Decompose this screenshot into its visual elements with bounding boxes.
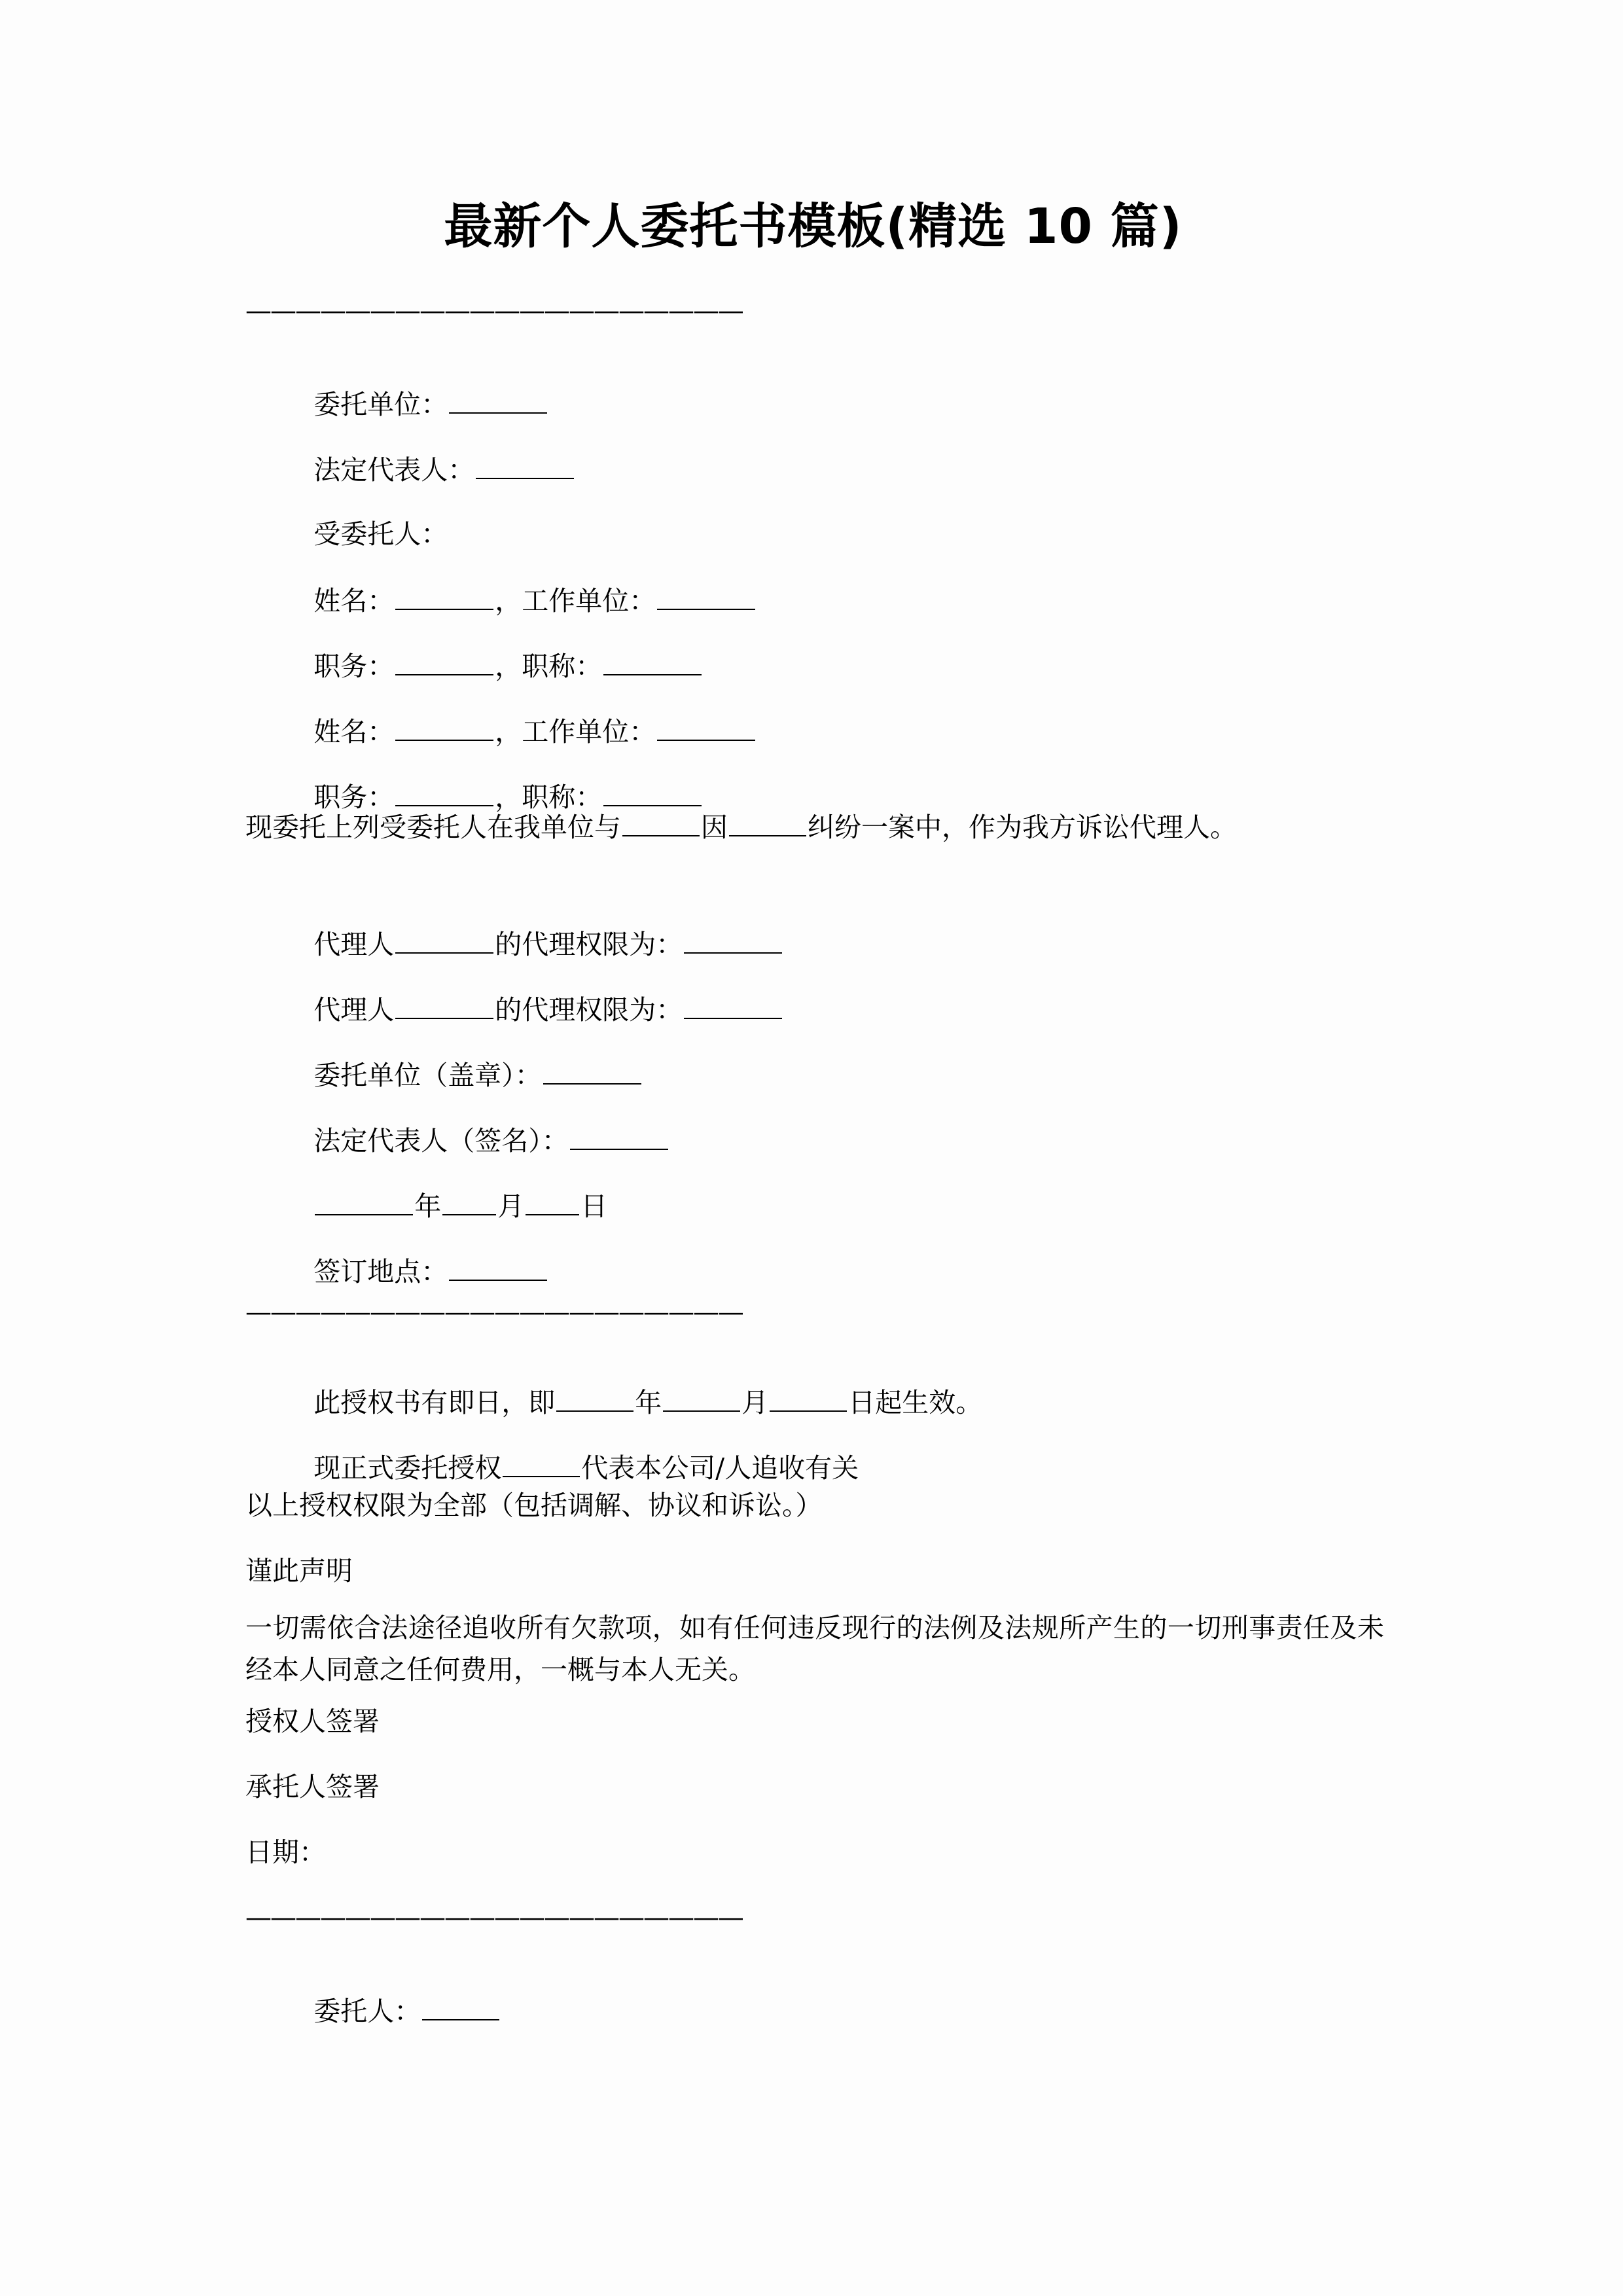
entrustment-blank-reason[interactable] bbox=[729, 813, 806, 836]
field-title-blank-2[interactable] bbox=[603, 783, 702, 806]
statement-date-label: 日期： bbox=[245, 1837, 326, 1868]
effective-month-blank[interactable] bbox=[663, 1388, 740, 1412]
entrustment-text-part-3: 纠纷一案中，作为我方诉讼代理人。 bbox=[808, 812, 1237, 843]
agent-authority-label-1b: 的代理权限为： bbox=[495, 929, 683, 960]
field-post-comma-2: ， bbox=[495, 781, 522, 813]
agent-authority-scope-blank-2[interactable] bbox=[684, 996, 782, 1019]
field-name-blank-1[interactable] bbox=[395, 586, 493, 610]
field-post-blank-2[interactable] bbox=[395, 783, 493, 806]
agent-authority-scope-blank-1[interactable] bbox=[684, 930, 782, 954]
field-signature-date-month-blank[interactable] bbox=[442, 1192, 496, 1215]
separator-rule-1: ———————————————————— bbox=[245, 298, 743, 324]
formal-authorization-blank[interactable] bbox=[503, 1454, 580, 1477]
field-post-blank-1[interactable] bbox=[395, 652, 493, 675]
effective-year-blank[interactable] bbox=[556, 1388, 633, 1412]
authorization-scope-line: 以上授权权限为全部（包括调解、协议和诉讼。） bbox=[245, 1490, 823, 1521]
field-name-blank-2[interactable] bbox=[395, 717, 493, 741]
declaration-heading: 谨此声明 bbox=[245, 1555, 353, 1587]
field-title-blank-1[interactable] bbox=[603, 652, 702, 675]
field-entruster bbox=[245, 1970, 501, 2052]
effective-date-text-1: 此授权书有即日，即 bbox=[313, 1387, 556, 1418]
agent-authority-name-blank-1[interactable] bbox=[395, 930, 493, 954]
field-signing-place-blank[interactable] bbox=[449, 1257, 547, 1281]
declaration-statement-paragraph: 一切需依合法途径追收所有欠款项，如有任何违反现行的法例及法规所产生的一切刑事责任及未经本人同意之任何费用，一概与本人无关。 bbox=[245, 1612, 1384, 1685]
effective-date-text-2: 日起生效。 bbox=[848, 1387, 983, 1418]
field-legal-rep-signature-label: 法定代表人（签名）： bbox=[313, 1125, 569, 1157]
entrustment-text-part-1: 现委托上列受委托人在我单位与 bbox=[245, 812, 621, 843]
field-signing-place-label: 签订地点： bbox=[313, 1256, 448, 1287]
field-signature-date-year-blank[interactable] bbox=[315, 1192, 413, 1215]
effective-year-label: 年 bbox=[635, 1387, 662, 1418]
field-signature-date-day-label: 日 bbox=[580, 1191, 608, 1222]
field-signature-date-month-label: 月 bbox=[497, 1191, 525, 1222]
separator-rule-3: ———————————————————— bbox=[245, 1905, 743, 1931]
field-legal-representative-blank[interactable] bbox=[476, 456, 574, 479]
field-post-comma-1: ， bbox=[495, 651, 522, 682]
entrustment-blank-party[interactable] bbox=[622, 813, 700, 836]
agent-signature-label: 承托人签署 bbox=[245, 1771, 380, 1803]
field-unit-seal-label: 委托单位（盖章）： bbox=[313, 1060, 542, 1091]
field-entruster-blank[interactable] bbox=[422, 1997, 499, 2020]
effective-day-blank[interactable] bbox=[770, 1388, 847, 1412]
effective-month-label: 月 bbox=[741, 1387, 769, 1418]
field-name-label-1: 姓名： bbox=[313, 585, 395, 617]
field-unit-seal-blank[interactable] bbox=[543, 1061, 641, 1085]
agent-authority-name-blank-2[interactable] bbox=[395, 996, 493, 1019]
field-entrusting-unit-blank[interactable] bbox=[449, 390, 547, 414]
field-workunit-blank-2[interactable] bbox=[657, 717, 755, 741]
field-workunit-label-1: 工作单位： bbox=[522, 585, 656, 617]
field-workunit-blank-1[interactable] bbox=[657, 586, 755, 610]
field-legal-representative-label: 法定代表人： bbox=[313, 454, 475, 486]
field-title-label-2: 职称： bbox=[522, 781, 603, 813]
entrustment-text-part-2: 因 bbox=[701, 812, 728, 843]
field-title-label-1: 职称： bbox=[522, 651, 603, 682]
formal-authorization-text-2: 代表本公司/人追收有关 bbox=[581, 1452, 859, 1484]
agent-authority-label-2a: 代理人 bbox=[313, 994, 395, 1026]
field-post-label-2: 职务： bbox=[313, 781, 395, 813]
field-name-label-2: 姓名： bbox=[313, 716, 395, 747]
agent-authority-label-1a: 代理人 bbox=[313, 929, 395, 960]
field-name-comma-1: ， bbox=[495, 585, 522, 617]
field-name-comma-2: ， bbox=[495, 716, 522, 747]
field-signature-date-year-label: 年 bbox=[414, 1191, 442, 1222]
field-entrusted-person-label: 受委托人： bbox=[313, 518, 448, 550]
field-post-label-1: 职务： bbox=[313, 651, 395, 682]
field-entruster-label: 委托人： bbox=[313, 1996, 421, 2027]
authorizer-signature-label: 授权人签署 bbox=[245, 1706, 380, 1737]
field-legal-rep-signature-blank[interactable] bbox=[570, 1126, 668, 1150]
entrustment-paragraph bbox=[245, 806, 1381, 848]
field-workunit-label-2: 工作单位： bbox=[522, 716, 656, 747]
formal-authorization-text-1: 现正式委托授权 bbox=[313, 1452, 502, 1484]
separator-rule-2: ———————————————————— bbox=[245, 1299, 743, 1325]
field-signature-date-day-blank[interactable] bbox=[526, 1192, 579, 1215]
field-entrusting-unit-label: 委托单位： bbox=[313, 389, 448, 420]
agent-authority-label-2b: 的代理权限为： bbox=[495, 994, 683, 1026]
page-title: 最新个人委托书模板(精选 10 篇) bbox=[444, 198, 1183, 255]
